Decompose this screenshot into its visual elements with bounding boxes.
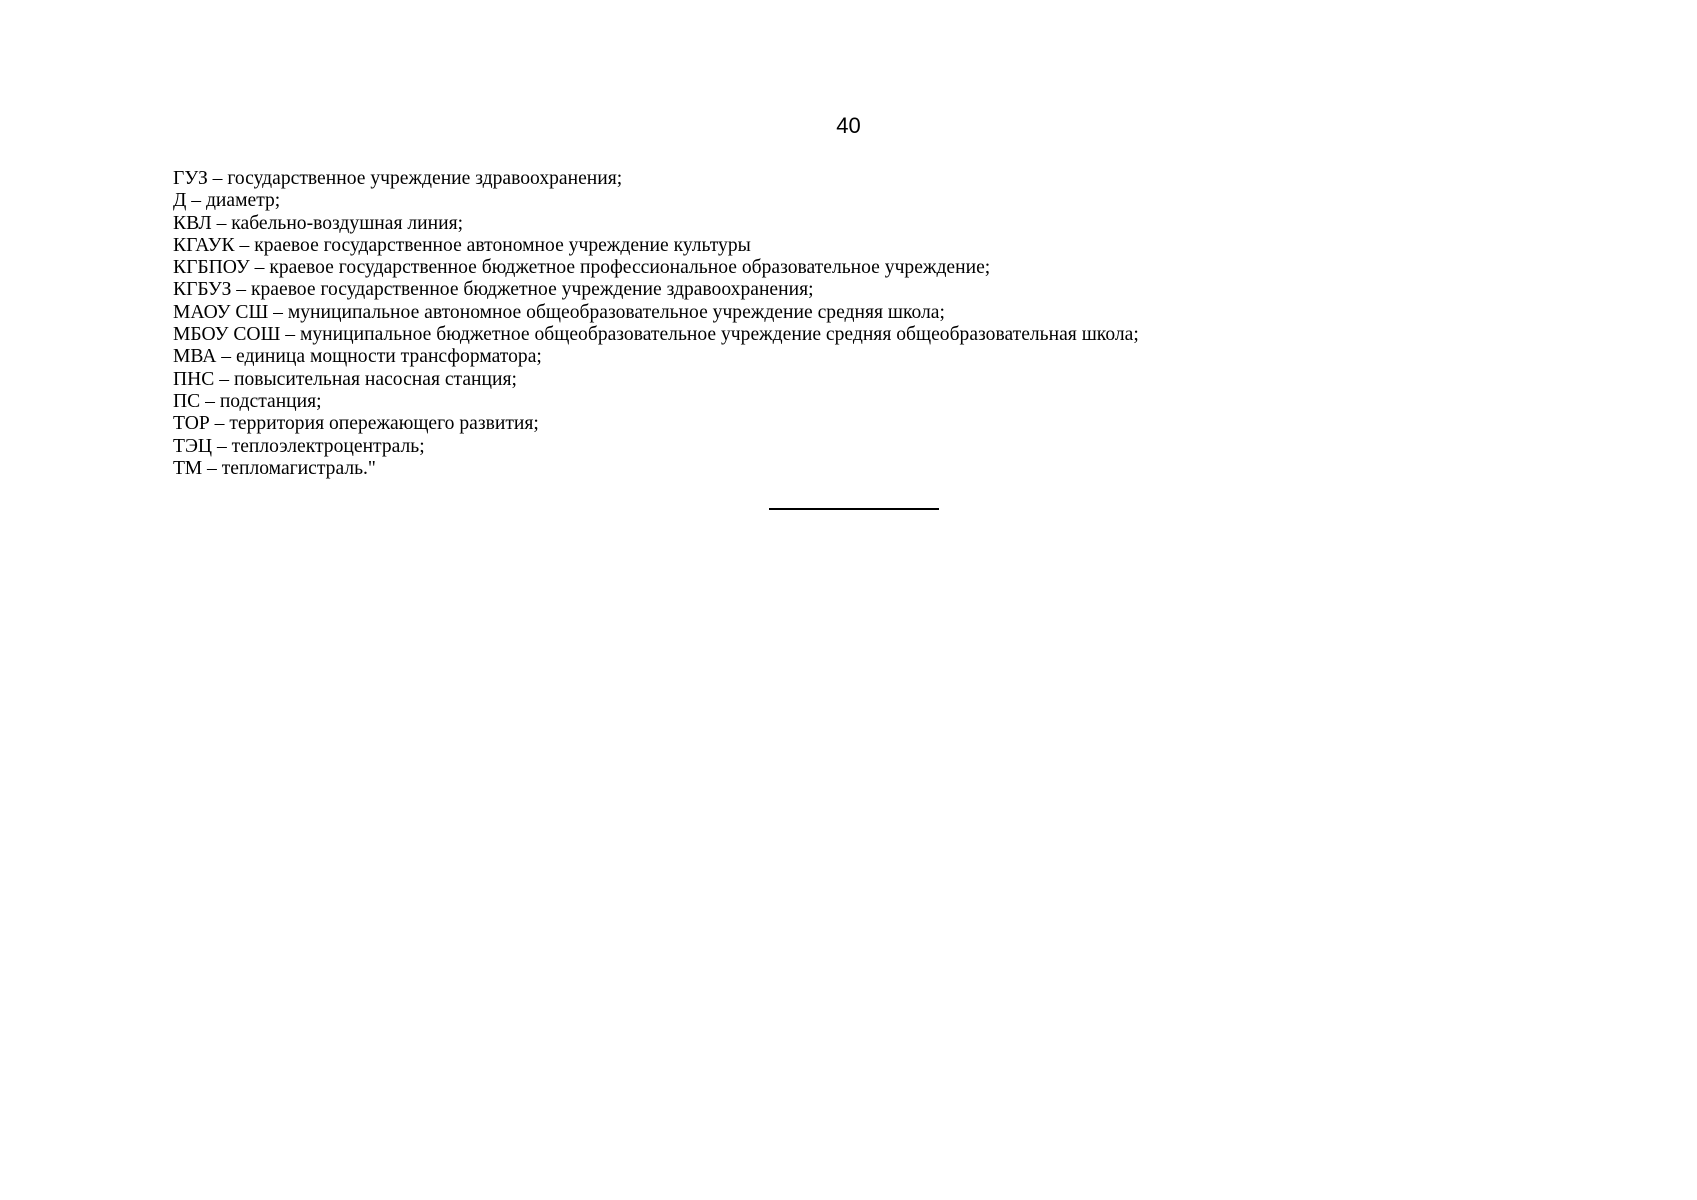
page-number: 40	[836, 113, 861, 138]
list-item: МАОУ СШ – муниципальное автономное общеобразовательное учреждение средняя школа;	[173, 301, 945, 323]
list-item: Д – диаметр;	[173, 190, 281, 212]
abbreviation-list	[173, 168, 1139, 480]
list-item: ПС – подстанция;	[173, 390, 322, 412]
list-item: МБОУ СОШ – муниципальное бюджетное общеобразовательное учреждение средняя общеобразовательная школа;	[173, 324, 1139, 346]
list-item: КГБУЗ – краевое государственное бюджетное учреждение здравоохранения;	[173, 279, 814, 301]
list-item: МВА – единица мощности трансформатора;	[173, 346, 542, 368]
list-item: ТОР – территория опережающего развития;	[173, 413, 539, 435]
list-item: КГБПОУ – краевое государственное бюджетное профессиональное образовательное учреждение;	[173, 257, 991, 279]
end-divider	[769, 508, 939, 510]
list-item: КГАУК – краевое государственное автономное учреждение культуры	[173, 234, 751, 256]
list-item: ТМ – тепломагистраль."	[173, 457, 376, 479]
list-item: ПНС – повысительная насосная станция;	[173, 368, 517, 390]
list-item: ГУЗ – государственное учреждение здравоохранения;	[173, 168, 623, 189]
list-item: КВЛ – кабельно-воздушная линия;	[173, 212, 464, 234]
list-item: ТЭЦ – теплоэлектроцентраль;	[173, 435, 425, 457]
